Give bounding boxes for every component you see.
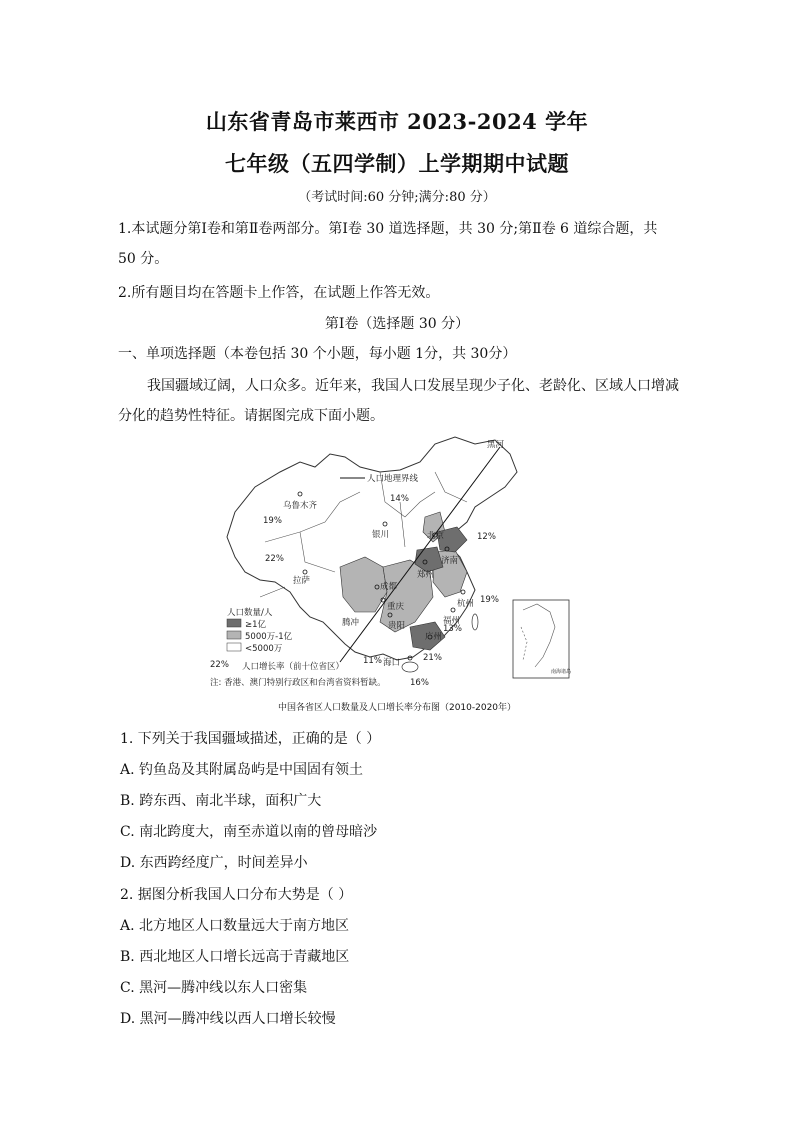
label-rate-11: 11%	[363, 656, 382, 666]
label-rate-14: 14%	[390, 494, 409, 504]
question-1-option-d[interactable]: D. 东西跨经度广，时间差异小	[120, 855, 308, 871]
label-zhengzhou: 郑州	[417, 570, 435, 580]
exam-info: （考试时间:60 分钟;满分:80 分）	[298, 190, 496, 205]
label-yinchuan: 银川	[372, 530, 390, 540]
label-fuzhou: 福州	[443, 616, 461, 626]
question-2-stem: 2. 据图分析我国人口分布大势是（ ）	[120, 887, 353, 903]
label-guangzhou: 广州	[425, 632, 443, 642]
label-rate-13: 13%	[443, 624, 462, 634]
exam-title-line1: 山东省青岛市莱西市 2023-2024 学年	[205, 109, 589, 134]
legend-rate-desc: 人口增长率（前十位省区）	[242, 662, 345, 672]
label-lhasa: 拉萨	[293, 576, 311, 586]
inset-label: 南海诸岛	[551, 669, 572, 675]
passage-line1: 我国疆域辽阔，人口众多。近年来，我国人口发展呈现少子化、老龄化、区域人口增减	[147, 378, 679, 394]
question-2-option-c[interactable]: C. 黑河—腾冲线以东人口密集	[120, 980, 308, 996]
instruction-1-line2: 50 分。	[118, 251, 169, 267]
legend-low: <5000万	[245, 644, 283, 654]
label-rate-21: 21%	[423, 653, 442, 663]
question-2-option-d[interactable]: D. 黑河—腾冲线以西人口增长较慢	[120, 1011, 336, 1027]
legend-swatch-mid	[227, 631, 241, 639]
label-rate-19e: 19%	[480, 595, 499, 605]
label-hangzhou: 杭州	[457, 599, 475, 609]
map-note: 注: 香港、澳门特别行政区和台湾省资料暂缺。	[210, 678, 386, 688]
instruction-2: 2.所有题目均在答题卡上作答，在试题上作答无效。	[118, 285, 440, 301]
exam-title-line2: 七年级（五四学制）上学期期中试题	[225, 151, 569, 176]
label-line-legend: 人口地理界线	[367, 474, 419, 484]
label-heihe: 黑河	[487, 440, 505, 450]
label-haikou: 海口	[383, 658, 401, 668]
question-1-option-a[interactable]: A. 钓鱼岛及其附属岛屿是中国固有领土	[120, 762, 364, 778]
question-2-option-a[interactable]: A. 北方地区人口数量远大于南方地区	[120, 918, 350, 934]
label-chongqing: 重庆	[387, 602, 405, 612]
legend-high: ≥1亿	[245, 620, 267, 630]
label-tengchong: 腾冲	[342, 618, 360, 628]
question-1-stem: 1. 下列关于我国疆域描述，正确的是（ ）	[120, 731, 381, 747]
question-1-option-c[interactable]: C. 南北跨度大，南至赤道以南的曾母暗沙	[120, 824, 378, 840]
label-jinan: 济南	[441, 556, 459, 566]
legend-rate-sample: 22%	[210, 660, 229, 670]
label-guiyang: 贵阳	[388, 621, 406, 631]
map-caption: 中国各省区人口数量及人口增长率分布图（2010-2020年）	[277, 703, 517, 713]
label-rate-22: 22%	[265, 554, 284, 564]
passage-line2: 分化的趋势性特征。请据图完成下面小题。	[118, 408, 384, 424]
instruction-1-line1: 1.本试题分第Ⅰ卷和第Ⅱ卷两部分。第Ⅰ卷 30 道选择题，共 30 分;第Ⅱ卷 6 道综合题，共	[118, 221, 658, 237]
label-rate-12: 12%	[477, 532, 496, 542]
label-urumqi: 乌鲁木齐	[283, 501, 318, 511]
south-china-sea-inset	[513, 600, 572, 678]
legend-mid: 5000万-1亿	[245, 632, 293, 642]
question-1-option-b[interactable]: B. 跨东西、南北半球，面积广大	[120, 793, 322, 809]
section-title: 一、单项选择题（本卷包括 30 个小题，每小题 1分，共 30分）	[118, 346, 517, 362]
label-beijing: 北京	[427, 531, 445, 541]
part1-heading: 第Ⅰ卷（选择题 30 分）	[324, 316, 470, 332]
label-chengdu: 成都	[380, 582, 398, 592]
legend-title: 人口数量/人	[227, 608, 273, 618]
label-rate-19w: 19%	[263, 516, 282, 526]
china-population-map	[205, 432, 585, 694]
legend-swatch-low	[227, 643, 241, 651]
question-2-option-b[interactable]: B. 西北地区人口增长远高于青藏地区	[120, 949, 350, 965]
label-rate-16: 16%	[410, 678, 429, 688]
legend-swatch-high	[227, 619, 241, 627]
